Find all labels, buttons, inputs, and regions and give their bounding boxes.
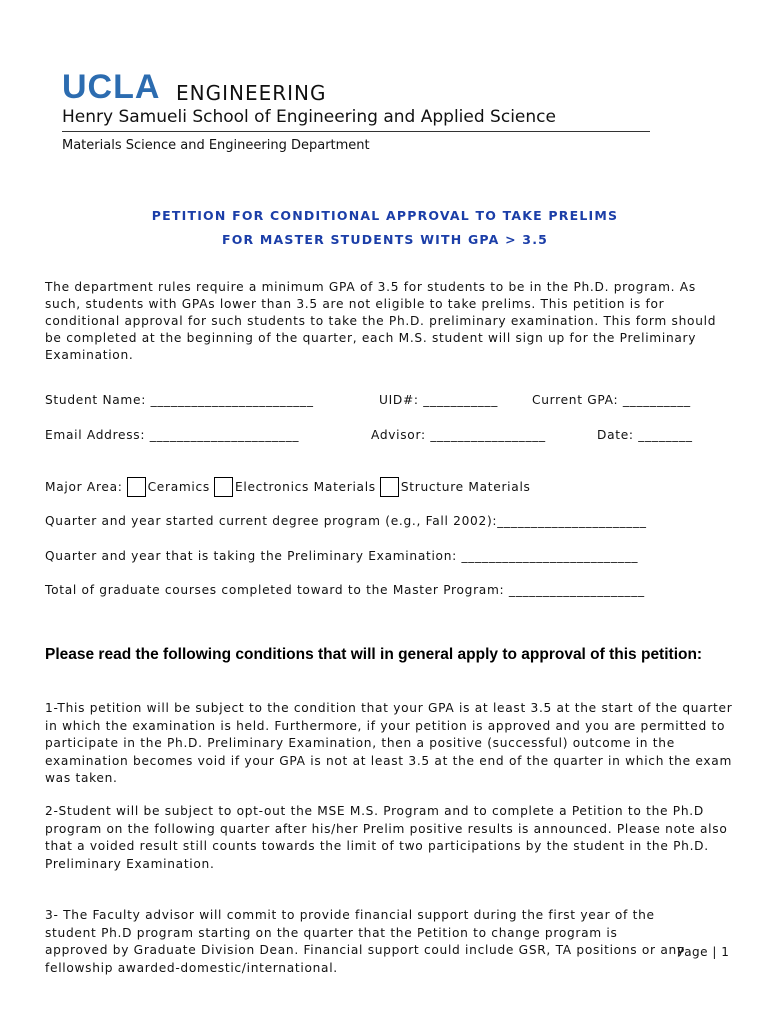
date-field[interactable]: Date: ________ xyxy=(597,428,693,442)
ceramics-checkbox[interactable] xyxy=(127,477,146,497)
department-name: Materials Science and Engineering Department xyxy=(62,138,370,153)
uid-field[interactable]: UID#: ___________ xyxy=(379,393,499,407)
quarter-started-field[interactable]: Quarter and year started current degree program (e.g., Fall 2002):______________________ xyxy=(45,514,647,528)
ceramics-label: Ceramics xyxy=(147,480,210,494)
electronics-materials-label: Electronics Materials xyxy=(234,480,376,494)
page-subtitle: FOR MASTER STUDENTS WITH GPA > 3.5 xyxy=(221,232,549,247)
quarter-prelim-field[interactable]: Quarter and year that is taking the Preliminary Examination: __________________________ xyxy=(45,549,639,563)
engineering-wordmark: ENGINEERING xyxy=(176,81,327,105)
email-field[interactable]: Email Address: ______________________ xyxy=(45,428,300,442)
current-gpa-field[interactable]: Current GPA: __________ xyxy=(532,393,691,407)
structure-materials-checkbox[interactable] xyxy=(380,477,399,497)
major-area-row xyxy=(45,476,531,498)
ucla-logo: UCLA xyxy=(62,68,161,106)
major-area-label: Major Area: xyxy=(45,480,123,494)
condition-item-1: 1-This petition will be subject to the condition that your GPA is at least 3.5 at the start of the quarter in which the examination is held. Furthermore, if your petition is approved and you are permitted to participate in the Ph.D. Preliminary Examination, then a positive (successful) outcome in the examination becomes void if your GPA is not at least 3.5 at the end of the quarter in which the exam was taken. xyxy=(45,701,733,785)
page-title: PETITION FOR CONDITIONAL APPROVAL TO TAKE PRELIMS xyxy=(151,208,619,223)
conditions-heading: Please read the following conditions that will in general apply to approval of this petition: xyxy=(45,646,703,663)
header-divider xyxy=(62,131,650,132)
school-name: Henry Samueli School of Engineering and Applied Science xyxy=(62,107,556,127)
advisor-field[interactable]: Advisor: _________________ xyxy=(371,428,546,442)
page-number: Page | 1 xyxy=(677,945,730,959)
intro-paragraph: The department rules require a minimum GPA of 3.5 for students to be in the Ph.D. program. As such, students with GPAs lower than 3.5 are not eligible to take prelims. This petition is for conditional approval for such students to take the Ph.D. preliminary examination. This form should be completed at the beginning of the quarter, each M.S. student will sign up for the Preliminary Examination. xyxy=(45,280,717,362)
condition-item-3: 3- The Faculty advisor will commit to provide financial support during the first year of the student Ph.D program starting on the quarter that the Petition to change program is approved by Graduate Division Dean. Financial support could include GSR, TA positions or any fellowship awarded-domestic/international. xyxy=(45,908,685,975)
student-name-field[interactable]: Student Name: ________________________ xyxy=(45,393,314,407)
total-courses-field[interactable]: Total of graduate courses completed toward to the Master Program: ____________________ xyxy=(45,583,645,597)
structure-materials-label: Structure Materials xyxy=(400,480,531,494)
condition-item-2: 2-Student will be subject to opt-out the MSE M.S. Program and to complete a Petition to the Ph.D program on the following quarter after his/her Prelim positive results is announced. Please note also that a voided result still counts towards the limit of two participations by the student in the Ph.D. Preliminary Examination. xyxy=(45,804,728,871)
electronics-materials-checkbox[interactable] xyxy=(214,477,233,497)
